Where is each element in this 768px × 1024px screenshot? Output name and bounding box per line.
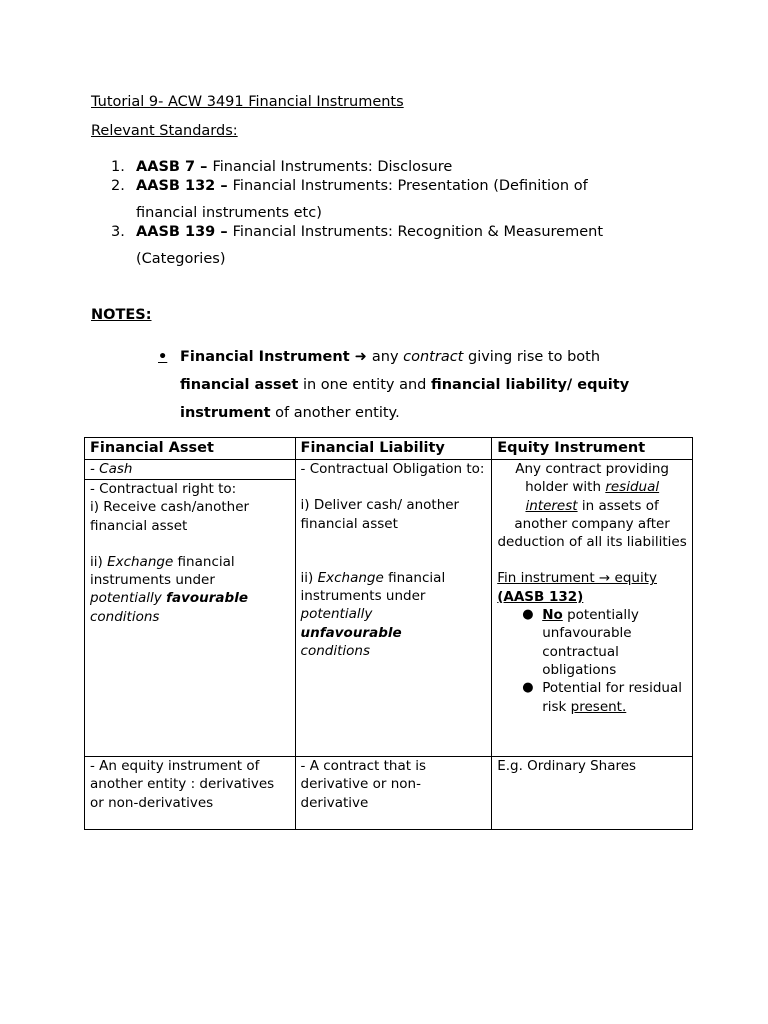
definition-term: Financial Instrument: [180, 349, 350, 365]
table-header-row: [85, 438, 693, 460]
standard-item: [111, 177, 701, 223]
definition-financial-asset: financial asset: [180, 377, 299, 393]
fa-exchange: ii) Exchange financial instruments under potentially favourable conditions: [90, 553, 248, 625]
notes-heading: NOTES:: [91, 307, 152, 323]
cell-eq-example: E.g. Ordinary Shares: [492, 757, 693, 830]
bullet-icon: ●: [522, 680, 534, 696]
financial-instruments-table: [84, 437, 693, 830]
eq-bullet-list: [497, 606, 687, 716]
cell-equity-instrument: [492, 460, 693, 757]
standard-code: AASB 132: [136, 178, 216, 194]
cell-financial-liability: [295, 460, 492, 757]
list-number: 2.: [111, 178, 125, 194]
header-financial-asset: Financial Asset: [85, 438, 296, 460]
standards-list: [111, 158, 701, 269]
fl-exchange: ii) Exchange financial instruments under potentially unfavourable conditions: [300, 569, 446, 660]
fa-receive: i) Receive cash/another financial asset: [90, 499, 250, 534]
standard-text-continued: financial instruments etc): [136, 205, 322, 221]
standard-text: Financial Instruments: Presentation (Definition of: [232, 178, 588, 194]
definition-financial-liability: financial liability/ equity: [430, 377, 630, 393]
cell-financial-asset: [85, 460, 296, 757]
standard-text: Financial Instruments: Disclosure: [212, 159, 453, 175]
cell-fa-equity-instrument: - An equity instrument of another entity : derivatives or non-derivatives: [85, 757, 296, 830]
standard-code: AASB 7: [136, 159, 196, 175]
cell-fl-contract: - A contract that is derivative or non-derivative: [295, 757, 492, 830]
standard-item: [111, 223, 701, 269]
document-title: Tutorial 9- ACW 3491 Financial Instruments: [91, 94, 404, 110]
arrow-icon: ➜: [349, 349, 372, 365]
list-number: 3.: [111, 224, 125, 240]
list-item: ● No potentially unfavourable contractual obligations: [522, 607, 639, 678]
bullet-icon: ●: [522, 607, 534, 623]
standard-code: AASB 139: [136, 224, 216, 240]
standard-separator: –: [215, 224, 233, 240]
definition-text: in one entity and: [298, 377, 431, 393]
definition-contract: contract: [403, 349, 464, 365]
definition-text: any: [371, 349, 404, 365]
list-number: 1.: [111, 159, 125, 175]
relevant-standards-heading: Relevant Standards:: [91, 123, 238, 139]
list-item: ● Potential for residual risk present.: [522, 680, 682, 715]
definition-text: of another entity.: [270, 405, 400, 421]
standard-text: Financial Instruments: Recognition & Measurement: [232, 224, 604, 240]
fa-cash: - Cash: [85, 460, 295, 480]
standard-separator: –: [215, 178, 233, 194]
financial-instrument-definition: [158, 343, 678, 427]
table-row: [85, 460, 693, 757]
definition-text: giving rise to both: [463, 349, 601, 365]
standard-item: [111, 158, 701, 177]
eq-description: Any contract providing holder with residual interest in assets of another company after deduction of all its liabilities: [497, 461, 687, 551]
eq-fin-instrument: Fin instrument → equity (AASB 132): [497, 570, 657, 605]
standard-text-continued: (Categories): [136, 251, 226, 267]
fa-contractual-right: - Contractual right to:: [90, 481, 237, 497]
standard-separator: –: [195, 159, 213, 175]
header-equity-instrument: Equity Instrument: [492, 438, 693, 460]
fl-deliver: i) Deliver cash/ another financial asset: [300, 497, 460, 532]
table-row: [85, 757, 693, 830]
bullet-icon: •: [158, 349, 168, 365]
header-financial-liability: Financial Liability: [295, 438, 492, 460]
definition-instrument: instrument: [180, 405, 271, 421]
fl-obligation: - Contractual Obligation to:: [300, 461, 485, 477]
